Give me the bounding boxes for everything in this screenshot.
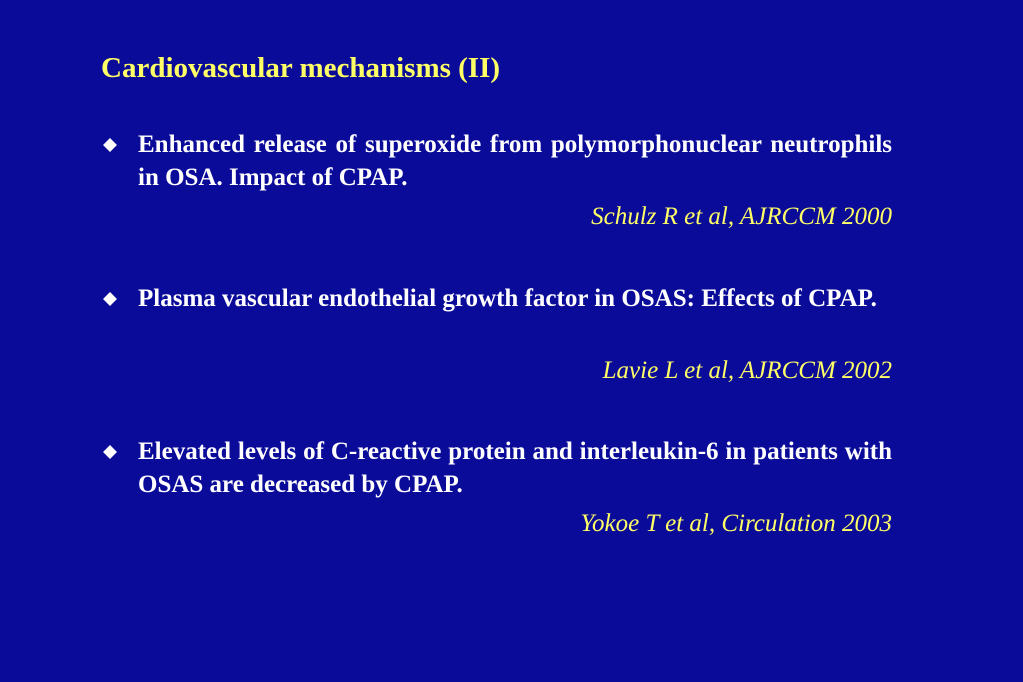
diamond-bullet-icon xyxy=(103,445,117,459)
diamond-bullet-icon xyxy=(103,138,117,152)
bullet-text: Enhanced release of superoxide from polymorphonuclear neutrophils in OSA. Impact of CPAP. xyxy=(138,131,892,191)
citation: Yokoe T et al, Circulation 2003 xyxy=(580,510,892,537)
diamond-bullet-icon xyxy=(103,292,117,306)
citation: Lavie L et al, AJRCCM 2002 xyxy=(602,357,892,384)
slide-title: Cardiovascular mechanisms (II) xyxy=(101,52,501,84)
bullet-text: Elevated levels of C-reactive protein and interleukin-6 in patients with OSAS are decreased by CPAP. xyxy=(138,438,892,498)
citation: Schulz R et al, AJRCCM 2000 xyxy=(591,203,892,230)
bullet-text: Plasma vascular endothelial growth factor in OSAS: Effects of CPAP. xyxy=(138,285,877,312)
